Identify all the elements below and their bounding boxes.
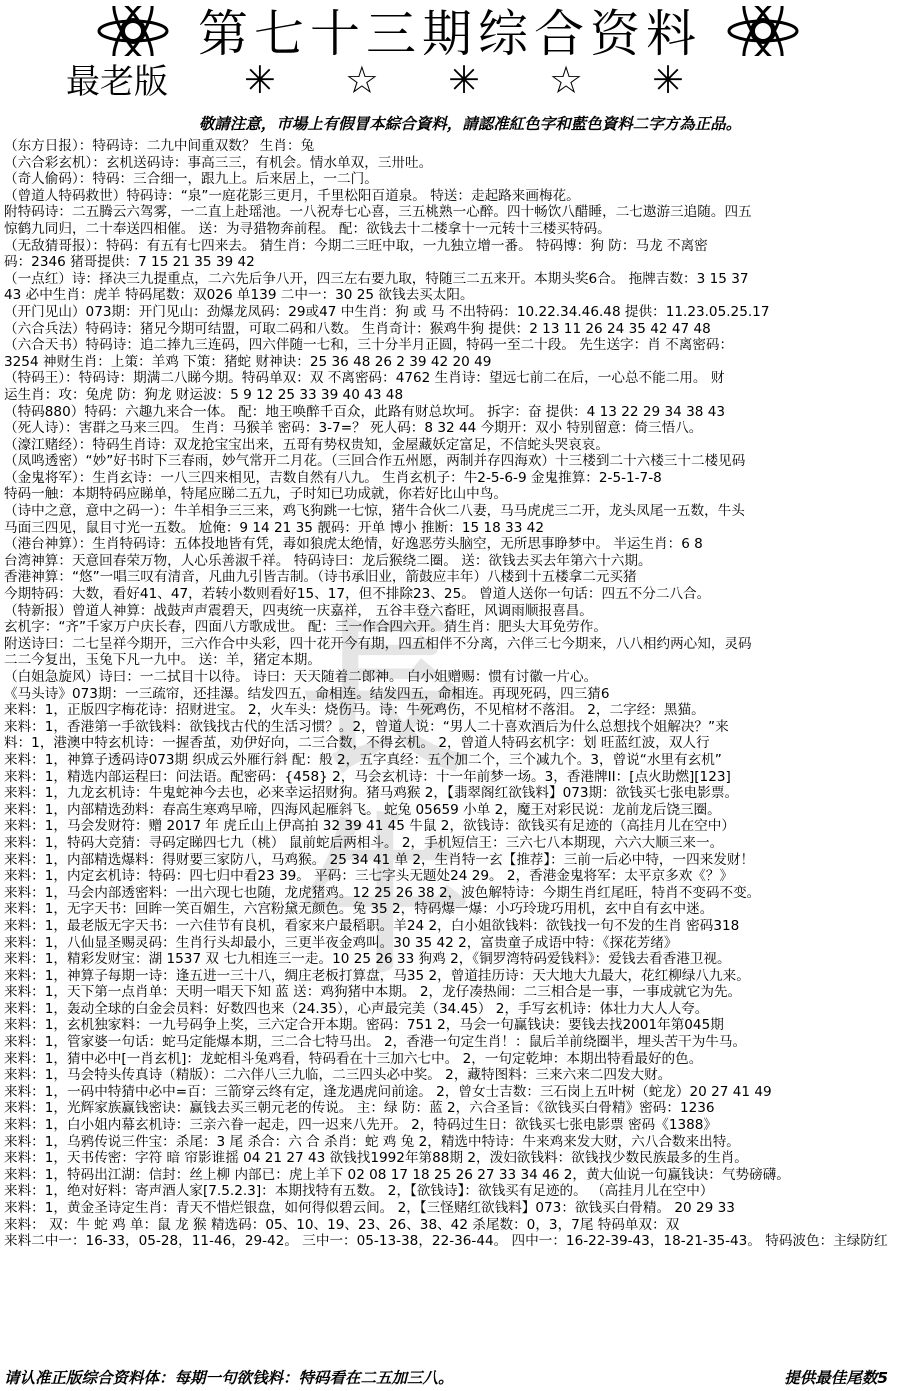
asterisk-star-icon: ✳ [652, 58, 684, 102]
text-line: 来料：1，内定玄机诗：特码：四七归中看23 39。 平码：三七字头无题处24 29。 2，香港金鬼将军：太平京多欢《？》 [4, 868, 734, 885]
star-row [244, 58, 684, 102]
text-line: 来料：1，猜中必中[一肖玄机]：龙蛇相斗兔鸡看，特码看在十三加六七中。 2，一句定乾坤：本期出特看最好的色。 [4, 1050, 703, 1067]
text-line: 今期特码：大数，看好41、47，若转小数则看好15、17，但不排除23、25。 曾道人送你一句话：四五不分二八合。 [4, 586, 711, 603]
text-line: 来料：1，绝对好料：寄声酒人家[7.5.2.3]：本期找特有五数。 2，【欲钱诗】：欲钱买有足迹的。 （高挂月儿在空中） [4, 1183, 714, 1200]
text-line: （特码王）：特码诗：期满二八睇今期。特码单双：双 不离密码：4762 生肖诗：望远七前二在后，一心总不能二用。 财 [4, 370, 725, 387]
text-line: （奇人偷码）：特码：三合细一，跟九上。后来居上，一二门。 [4, 171, 378, 188]
text-line: 来料：1，正版四字梅花诗：招财进宝。 2，火车头：烧伤马。诗：牛死鸡伤，不见棺材不落泪。 2，二字经：黑猫。 [4, 702, 705, 719]
text-line: 来料：1，马会内部透密料：一出六现七也随，龙虎猪鸡。12 25 26 38 2，波色解特诗：今期生肖红尾旺，特肖不变码不变。 [4, 884, 761, 901]
text-line: （凤鸣透密）“妙”好书时下三春雨，妙气常开二月花。（三回合作五州愿，两制并存四海欢）十三楼到二十六楼三十二楼见码 [4, 453, 746, 470]
text-line: 料：1，港澳中特玄机诗：一握香茧，劝伊好向，二三合数，不得玄机。 2，曾道人特码玄机字：划 旺蓝红波，双人行 [4, 735, 710, 752]
atom-badge-icon-right [726, 6, 800, 56]
text-line: （濠江赌经）：特码生肖诗：双龙抢宝宝出来，五哥有势权贵知，金屋藏妖定富足，不信蛇头哭哀哀。 [4, 436, 609, 453]
text-line: 《马头诗》073期：一三疏帘，还挂瀑。结发四五，命相连。结发四五，命相连。再现死码，四三猜6 [4, 685, 610, 702]
text-line: （六合彩玄机）：玄机送码诗：事高三三，有机会。情水单双，三卅吐。 [4, 154, 433, 171]
asterisk-star-icon: ✳ [244, 58, 276, 102]
watermark-char-1: 長 [300, 597, 471, 797]
text-line: （六合兵法）特码诗：猪兄今期可结盟，可取二码和八数。 生肖奇计：猴鸡牛狗 提供：2 13 11 26 24 35 42 47 48 [4, 320, 711, 337]
footer-banner [4, 1366, 894, 1390]
text-line: 香港神算：“悠”一唱三叹有清音，凡曲九引皆吉制。（诗书承旧业，箭鼓应丰年）八楼到十五楼拿二元买猪 [4, 569, 637, 586]
text-line: 特码一触：本期特码应睇单，特尾应睇二五九，子时知已功成就，你若好比山中鸟。 [4, 486, 507, 503]
text-line: 来料：1，精选内部运程曰：问法语。配密码：{458} 2，马会玄机诗：十一年前梦一场。3，香港牌II：[点火助燃][123] [4, 768, 731, 785]
text-line: 码：2346 猪哥提供：7 15 21 35 39 42 [4, 254, 255, 271]
footer-tail-number: 提供最佳尾数5 [784, 1369, 888, 1387]
text-line: 来料：1，内部精选劲料：春高生寒鸡早啼，四海风起雁斜飞。 蛇兔 05659 小单 2，魔王对彩民说：龙前龙后饶三圈。 [4, 801, 721, 818]
text-line: （港台神算）：生肖特码诗：五体投地皆有凭，毒如狼虎太绝情，好逸恶劳头脑空，无所思事睁梦中。 半运生肖：6 8 [4, 536, 703, 553]
text-line: （无敌猜哥报）：特码：有五有七四来去。 猜生肖：今期二三旺中取，一九独立增一番。 特码博：狗 防：马龙 不离密 [4, 237, 708, 254]
text-line: 二二今复出，玉兔下凡一九中。 送：羊，猪定本期。 [4, 652, 321, 669]
text-line: 来料：1，神算子透码诗073期 织成云外雁行斜 配：般 2，五字真经：五个加二个，三个减九个。3，曾说“水里有玄机” [4, 751, 722, 768]
text-line: （六合天书）特码诗：追二捧九三连码，四六伴随一七和，三十分半月正圆，特码一至二十段。 先生送字：肖 不离密码： [4, 337, 734, 354]
atom-badge-icon-left [96, 6, 170, 56]
text-line: （东方日报）：特码诗：二九中间重双数？ 生肖：兔 [4, 138, 315, 154]
text-line: （曾道人特码救世）特码诗：“泉”一庭花影三更月，千里松阳百道泉。 特送：走起路来画梅花。 [4, 187, 580, 204]
text-line: 来料：1，天下第一点肖单：天明一唱天下知 蓝 送：鸡狗猪中本期。 2，龙仔凑热闹：二三相合是一事，一事成就它为先。 [4, 984, 742, 1001]
text-line: 来料：1，乌鸦传说三件宝：杀尾：3 尾 杀合：六 合 杀肖：蛇 鸡 兔 2，精选中特诗：牛来鸡来发大财，六八合数来出特。 [4, 1133, 740, 1150]
text-line: 来料：1，黄金圣诗定生肖：青天不惜烂银盘，如何得似碧云间。 2，【三怪赌红欲钱料】073：欲钱买白骨精。 20 29 33 [4, 1200, 735, 1216]
text-line: 来料：1，一码中特猜中必中=百：三箭穿云终有定，逢龙遇虎问前途。 2，曾女士吉数：三石岗上五叶树（蛇龙）20 27 41 49 [4, 1083, 772, 1100]
outline-star-icon: ☆ [549, 58, 584, 102]
text-line: 来料：1，轰动全球的白金会员料：好数四也来（24.35），心声最完美（34.45） 2，手写玄机诗：体壮力大人人夸。 [4, 1000, 709, 1017]
text-line: （白姐急旋风）诗曰：一二拭目十以待。 诗曰：天天随着二郎神。 白小姐赠赐：惯有讨徽一片心。 [4, 669, 598, 685]
text-line: （特码880）特码：六趣九来合一体。 配：地王唤醉千百众，此路有财总坎坷。 拆字：奋 提供：4 13 22 29 34 38 43 [4, 403, 726, 420]
text-line: 来料：1，白小姐内幕玄机诗：三亲六眷一起走，四一迟来八先开。 2，特码过生日：欲钱买七张电影票 密码《1388》 [4, 1117, 718, 1134]
text-line: 来料：1，天书传密：字符 暗 帘影谁摇 04 21 27 43 欲钱找1992年第88期 2，泼妇欲钱料：欲钱找少数民族最多的生肖。 [4, 1150, 748, 1167]
text-line: 来料：1，神算子每期一诗：逢五进一三十八，绸庄老板打算盘，马35 2，曾道挂历诗：天大地大九最大，花红柳绿八九来。 [4, 967, 750, 984]
text-line: （一点红）诗：择决三九提重点，二六先后争八开，四三左右要九取，特随三二五来开。本期头奖6合。 拖牌吉数：3 15 37 [4, 270, 749, 287]
asterisk-star-icon: ✳ [448, 58, 480, 102]
text-line: 附特码诗：二五腾云六驾雾，一二直上赴瑶池。一八祝寿七心喜，三五桃熟一心醉。四十畅饮八醋睡，二七遨游三追随。四五 [4, 204, 752, 221]
text-line: 来料：1，玄机独家料：一九号码争上奖，三六定合开本期。密码：751 2，马会一句赢钱诀：要钱去找2001年第045期 [4, 1017, 724, 1034]
page-title: 第七十三期综合资料 [198, 5, 702, 63]
text-line: 来料：1，内部精选爆料：得财要三家防八，马鸡猴。 25 34 41 单 2，生肖特一玄【推荐】：三前一后必中特，一四来发财！ [4, 851, 755, 868]
text-line: 来料：1，九龙玄机诗：牛鬼蛇神今去也，必来幸运招财狗。猪马鸡猴 2，【翡翠阁红欲钱料】073期：欲钱买七张电影票。 [4, 785, 739, 802]
text-line: 来料：1，无字天书：回眸一笑百媚生，六宫粉黛无颜色。兔 35 2，特码爆一爆：小巧玲珑巧用机，玄中自有玄中迷。 [4, 901, 714, 918]
text-line: 来料：1，精彩发财宝：湖 1537 双 七九相连三一走。10 25 26 33 狗鸡 2，《铜罗湾特码爱钱料》：爱钱去看香港卫视。 [4, 951, 731, 968]
text-line: 来料：1，香港第一手欲钱料：欲钱找古代的生活习惯？。2，曾道人说：“男人二十喜欢酒后为什么总想找个姐解决？”来 [4, 718, 729, 735]
text-line: 来料：1，马会特头传真诗（精版）：二六伴八三九临，二三四头必中奖。 2，藏特图料：三来六来二四发大财。 [4, 1067, 672, 1084]
text-line: 来料：1，马会发财符：赠 2017 年 虎丘山上伊高拍 32 39 41 45 牛鼠 2，欲钱诗：欲钱买有足迹的（高挂月儿在空中） [4, 818, 735, 835]
text-line: 来料：1，特码大竞猜：寻码定睇四七九（桃） 鼠前蛇后两相斗。 2，手机短信王：三六七八本期现，六六大顺三来一。 [4, 834, 724, 851]
footer-slogan: 请认准正版综合资料体：每期一句欲钱料：特码看在二五加三八。 [4, 1369, 454, 1387]
text-line: （死人诗）：害群之马来三四。 生肖：马猴羊 密码：3-7=？ 死人码：8 32 44 今期开：双小 特别留意：倚三悟八。 [4, 420, 703, 437]
text-line: 玄机字：“齐”千家万户庆长春，四面八方歌成世。 配：三一作合四六开。猜生肖：肥头大耳免劳作。 [4, 619, 607, 636]
text-line: 附送诗曰：二七呈祥今期开，三六作合中头彩，四十花开今有期，四五相伴不分离，六伴三七今期来，八八相约两心知，灵码 [4, 635, 752, 652]
text-line: 来料：1，管家婆一句话：蛇马定能爆本期，三二合七特马出。 2，香港一句定生肖！：鼠后羊前绕圈半，埋头苦干为牛马。 [4, 1034, 747, 1051]
outline-star-icon: ☆ [344, 58, 379, 102]
watermark-char-2: 牛 [300, 797, 471, 997]
content-body [4, 138, 894, 1364]
text-line: （开门见山）073期：开门见山：劲爆龙凤码：29或47 中生肖：狗 或 马 不出特码：10.22.34.46.48 提供：11.23.05.25.17 [4, 303, 770, 320]
text-line: 运生肖：攻：兔虎 防：狗龙 财运波：5 9 12 25 33 39 40 43 48 [4, 386, 404, 403]
text-line: 惊鹤九同归，二十奉送四相催。 送：为寻猎物奔前程。 配：欲钱去十二楼拿十一元转十三楼买特码。 [4, 220, 611, 237]
text-line: 来料：1，八仙显圣赐灵码：生肖行头却最小，三更半夜金鸡叫。30 35 42 2，富贵童子成语中特：《探花芳绪》 [4, 934, 678, 951]
text-line: 43 必中生肖：虎羊 特码尾数：双026 单139 二中一：30 25 欲钱去买太阳。 [4, 287, 474, 304]
text-line: （金鬼将军）：生肖玄诗：一八三四来相见，吉数自然有八九。 生肖玄机子：牛2-5-6-9 金鬼推算：2-5-1-7-8 [4, 469, 662, 486]
text-line: 来料：1，特码出江湖：信封：丝上柳 内部已：虎上羊下 02 08 17 18 25 26 27 33 34 46 2，黄大仙说一句赢钱诀：气势磅礴。 [4, 1166, 790, 1183]
text-line: 马面三四见，鼠目寸光一五数。 尬俺：9 14 21 35 靓码：开单 博小 推断：15 18 33 42 [4, 519, 544, 536]
text-line: 来料：1，最老版无字天书：一六佳节有良机，看家来户最稻职。羊24 2，白小姐欲钱料：欲钱找一句不发的生肖 密码318 [4, 917, 740, 934]
text-line: 来料二中一：16-33，05-28，11-46，29-42。 三中一：05-13-38，22-36-44。 四中一：16-22-39-43，18-21-35-43。 特码波色：主绿防红 [4, 1233, 888, 1250]
text-line: 来料：1，光辉家族赢钱密诀：赢钱去买三朝元老的传说。 主：绿 防：蓝 2，六合圣旨：《欲钱买白骨精》密码：1236 [4, 1100, 715, 1117]
text-line: 台湾神算：天意回春荣万物，人心乐善淑千祥。 特码诗曰：龙后猴绕二圈。 送：欲钱去买去年第六十六期。 [4, 552, 652, 569]
authenticity-notice: 敬請注意，市場上有假冒本綜合資料，請認准紅色字和藍色資料二字方為正品。 [198, 115, 742, 133]
text-line: 来料： 双：牛 蛇 鸡 单：鼠 龙 猴 精选码：05、10、19、23、26、38、42 杀尾数：0，3，7尾 特码单双：双 [4, 1216, 680, 1233]
text-line: （特新报）曾道人神算：战鼓声声震碧天，四夷统一庆嘉祥， 五谷丰登六畜旺，风调雨顺报喜昌。 [4, 602, 593, 619]
edition-label: 最老版 [66, 62, 168, 102]
text-line: （诗中之意，意中之码一）：牛羊相争三三来，鸡飞狗跳一七惊，猪牛合伙二八妻，马马虎虎三二开，龙头凤尾一五数，牛头 [4, 503, 745, 520]
text-line: 3254 神财生肖：上策：羊鸡 下策：猪蛇 财神诀：25 36 48 26 2 39 42 20 49 [4, 353, 492, 370]
